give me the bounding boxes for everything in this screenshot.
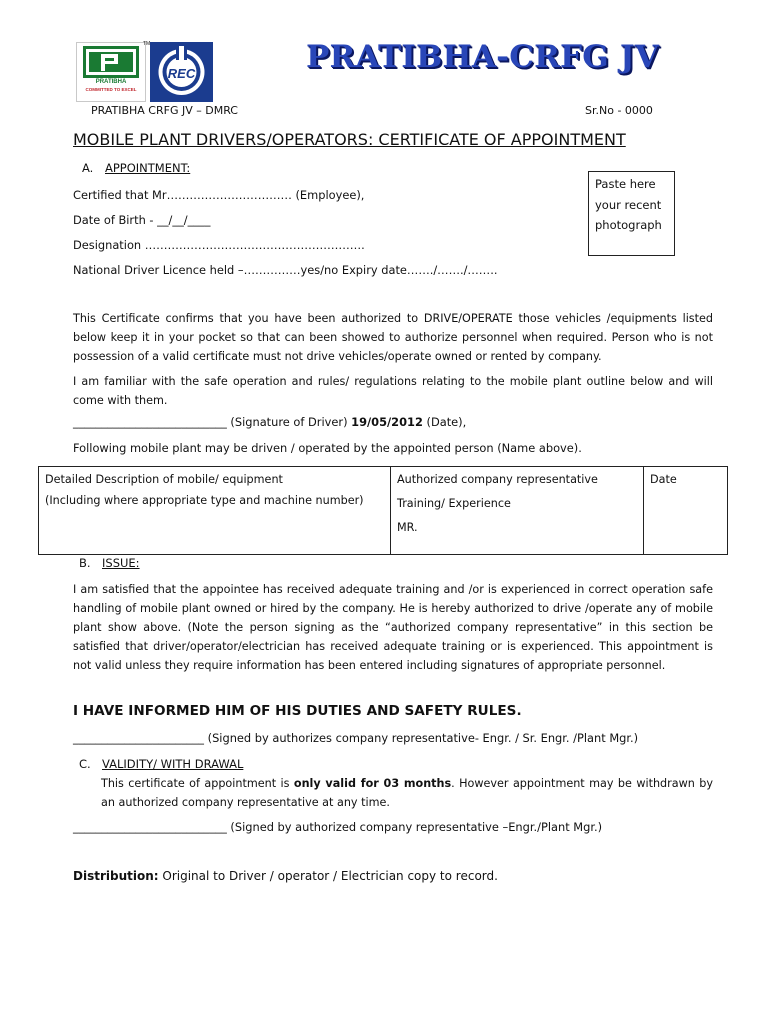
section-c-heading xyxy=(79,757,243,771)
section-b-number: B. xyxy=(79,556,91,570)
representative-signature-label: (Signed by authorizes company representative- Engr. / Sr. Engr. /Plant Mgr.) xyxy=(204,731,639,745)
dob-line: Date of Birth - __/__/____ xyxy=(73,213,211,227)
driver-signature-blank: ___________________________ xyxy=(73,415,227,429)
validity-signature-line xyxy=(73,820,602,834)
driver-signature-date-label: (Date), xyxy=(422,415,467,429)
familiarity-paragraph: I am familiar with the safe operation and rules/ regulations relating to the mobile plant outline below and will come with them. xyxy=(73,375,713,407)
section-a-heading xyxy=(82,161,190,175)
licence-line: National Driver Licence held –……………yes/no Expiry date……./……./…….. xyxy=(73,263,498,277)
trademark-mark: TM xyxy=(143,41,151,47)
table-training-label: Training/ Experience xyxy=(397,497,511,510)
logo-left-name: PRATIBHA xyxy=(95,79,127,85)
distribution-label: Distribution: xyxy=(73,869,159,883)
table-cell-representative xyxy=(391,467,644,555)
photo-box xyxy=(588,171,675,256)
representative-signature-line xyxy=(73,731,638,745)
rec-logo xyxy=(150,42,213,102)
distribution-text: Original to Driver / operator / Electrician copy to record. xyxy=(158,869,498,883)
validity-duration: only valid for 03 months xyxy=(293,777,452,790)
driver-signature-date: 19/05/2012 xyxy=(351,415,423,429)
page-title: MOBILE PLANT DRIVERS/OPERATORS: CERTIFICATE OF APPOINTMENT xyxy=(73,130,626,149)
rec-logo-text: REC xyxy=(167,66,196,81)
table-cell-date xyxy=(644,467,728,555)
pratibha-logo-icon xyxy=(83,46,139,78)
photo-line-3: photograph xyxy=(595,218,662,232)
authorization-paragraph: This Certificate confirms that you have been authorized to DRIVE/OPERATE those vehicles /equipments listed below keep it in your pocket so that can been showed to authorize personnel when required. Person who is not possession of a valid certificate must not drive vehicles/operate owned or rented by company. xyxy=(73,312,713,363)
pratibha-logo xyxy=(76,42,146,102)
section-c-number: C. xyxy=(79,757,91,771)
section-c-title: VALIDITY/ WITH DRAWAL xyxy=(102,757,244,771)
company-subtitle: PRATIBHA CRFG JV – DMRC xyxy=(91,104,238,117)
validity-text-end: . However appointment may be withdrawn by an authorized company representative at any time. xyxy=(101,777,713,809)
rec-logo-icon xyxy=(150,42,213,102)
issue-paragraph: I am satisfied that the appointee has received adequate training and /or is experienced in correct operation safe handling of mobile plant owned or hired by the company. He is hereby authorized to drive /operate any of mobile plant show above. (Note the person signing as the “authorized company representative” in this section be satisfied that driver/operator/electrician has received adequate training or is experienced. This appointment is not valid unless they require information has been entered including signatures of appropriate personnel. xyxy=(73,583,713,672)
table-cell-description xyxy=(39,467,391,555)
following-line: Following mobile plant may be driven / operated by the appointed person (Name above). xyxy=(73,441,582,455)
table-mr-label: MR. xyxy=(397,521,418,534)
informed-statement: I HAVE INFORMED HIM OF HIS DUTIES AND SAFETY RULES. xyxy=(73,703,522,719)
driver-signature-label: (Signature of Driver) xyxy=(226,415,352,429)
table-date-header: Date xyxy=(650,473,677,486)
logo-left-tagline: COMMITTED TO EXCEL xyxy=(85,87,137,92)
photo-line-2: your recent xyxy=(595,197,662,212)
mobile-plant-table xyxy=(38,466,728,555)
section-b-heading xyxy=(79,556,140,570)
driver-signature-line xyxy=(73,415,466,429)
validity-paragraph xyxy=(101,774,713,812)
validity-text-start: This certificate of appointment is xyxy=(101,777,294,790)
serial-number: Sr.No - 0000 xyxy=(585,104,653,117)
section-a-number: A. xyxy=(82,161,94,175)
section-a-title: APPOINTMENT: xyxy=(105,161,191,175)
distribution-line xyxy=(73,869,498,883)
section-b-title: ISSUE: xyxy=(102,556,140,570)
photo-line-1: Paste here xyxy=(595,177,656,191)
table-representative-header: Authorized company representative xyxy=(397,473,598,486)
table-description-header: Detailed Description of mobile/ equipment xyxy=(45,473,283,486)
validity-signature-blank: ___________________________ xyxy=(73,820,227,834)
validity-signature-label: (Signed by authorized company representative –Engr./Plant Mgr.) xyxy=(226,820,603,834)
certified-line: Certified that Mr…………………………… (Employee), xyxy=(73,188,365,202)
company-banner: PRATIBHA-CRFG JV xyxy=(306,39,660,75)
representative-signature-blank: _______________________ xyxy=(73,731,204,745)
designation-line: Designation …………………………………………………. xyxy=(73,238,365,252)
table-description-note: (Including where appropriate type and machine number) xyxy=(45,494,364,507)
